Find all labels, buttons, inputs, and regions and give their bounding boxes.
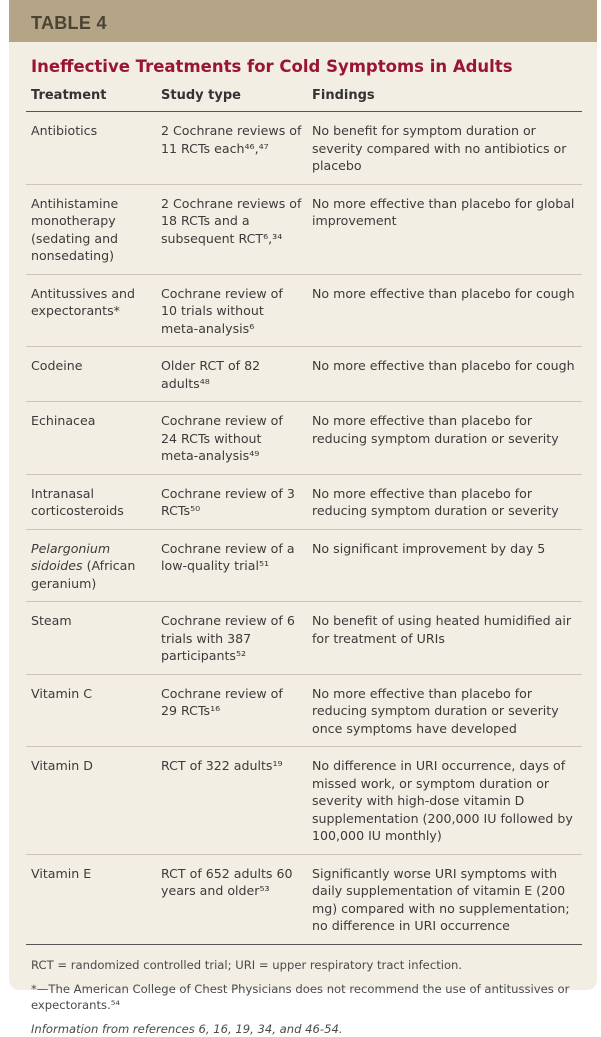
study-cell: Cochrane review of 24 RCTs without meta-analysis⁴⁹ <box>156 402 307 475</box>
treatment-cell: Echinacea <box>26 402 156 475</box>
findings-cell: No benefit of using heated humidified air for treatment of URIs <box>307 602 582 675</box>
table-row <box>26 747 582 855</box>
table-number: TABLE 4 <box>9 0 597 42</box>
study-cell: Cochrane review of 3 RCTs⁵⁰ <box>156 474 307 529</box>
table-row <box>26 347 582 402</box>
findings-cell: No difference in URI occurrence, days of missed work, or symptom duration or severity with high-dose vitamin D supplementation (200,000 IU followed by 100,000 IU monthly) <box>307 747 582 855</box>
findings-cell: No more effective than placebo for cough <box>307 347 582 402</box>
table-row <box>26 112 582 185</box>
header-study-type: Study type <box>156 84 307 112</box>
findings-cell: No significant improvement by day 5 <box>307 529 582 602</box>
treatment-cell: Codeine <box>26 347 156 402</box>
treatment-cell: Vitamin C <box>26 674 156 747</box>
table-row <box>26 529 582 602</box>
table-row <box>26 674 582 747</box>
study-cell: Cochrane review of 10 trials without meta-analysis⁶ <box>156 274 307 347</box>
treatment-cell: Antibiotics <box>26 112 156 185</box>
table-row <box>26 602 582 675</box>
table-card <box>9 0 597 1036</box>
table-row <box>26 854 582 944</box>
table-row <box>26 402 582 475</box>
table-row <box>26 184 582 274</box>
findings-cell: No more effective than placebo for reducing symptom duration or severity once symptoms have developed <box>307 674 582 747</box>
treatment-cell: Steam <box>26 602 156 675</box>
treatment-cell: Antitussives and expectorants* <box>26 274 156 347</box>
treatment-cell: Antihistamine monotherapy (sedating and nonsedating) <box>26 184 156 274</box>
header-row <box>26 84 582 112</box>
treatment-cell: Vitamin D <box>26 747 156 855</box>
findings-cell: No benefit for symptom duration or severity compared with no antibiotics or placebo <box>307 112 582 185</box>
abbreviations-note: RCT = randomized controlled trial; URI = upper respiratory tract infection. <box>31 957 463 972</box>
study-cell: Older RCT of 82 adults⁴⁸ <box>156 347 307 402</box>
header-treatment: Treatment <box>26 84 156 112</box>
treatment-common-name: (African geranium) <box>31 558 136 591</box>
findings-cell: No more effective than placebo for reducing symptom duration or severity <box>307 474 582 529</box>
treatment-cell: Intranasal corticosteroids <box>26 474 156 529</box>
study-cell: RCT of 652 adults 60 years and older⁵³ <box>156 854 307 944</box>
table-row <box>26 474 582 529</box>
header-findings: Findings <box>307 84 582 112</box>
findings-cell: No more effective than placebo for reducing symptom duration or severity <box>307 402 582 475</box>
study-cell: Cochrane review of 6 trials with 387 participants⁵² <box>156 602 307 675</box>
study-cell: 2 Cochrane reviews of 18 RCTs and a subsequent RCT⁶,³⁴ <box>156 184 307 274</box>
findings-cell: No more effective than placebo for global improvement <box>307 184 582 274</box>
table-row <box>26 274 582 347</box>
treatment-cell: Vitamin E <box>26 854 156 944</box>
study-cell: Cochrane review of 29 RCTs¹⁶ <box>156 674 307 747</box>
findings-cell: Significantly worse URI symptoms with daily supplementation of vitamin E (200 mg) compared with no supplementation; no difference in URI occurrence <box>307 854 582 944</box>
findings-cell: No more effective than placebo for cough <box>307 274 582 347</box>
treatment-cell <box>26 529 156 602</box>
study-cell: RCT of 322 adults¹⁹ <box>156 747 307 855</box>
table-title: Ineffective Treatments for Cold Symptoms in Adults <box>31 57 513 76</box>
treatments-table <box>26 84 582 945</box>
footnotes <box>9 945 597 1037</box>
source-note: Information from references 6, 16, 19, 34, and 46-54. <box>31 1021 343 1036</box>
asterisk-note: *—The American College of Chest Physicians does not recommend the use of antitussives or expectorants.⁵⁴ <box>31 981 570 1012</box>
study-cell: Cochrane review of a low-quality trial⁵¹ <box>156 529 307 602</box>
treatment-italic-name: Pelargonium sidoides <box>31 540 111 573</box>
study-cell: 2 Cochrane reviews of 11 RCTs each⁴⁶,⁴⁷ <box>156 112 307 185</box>
